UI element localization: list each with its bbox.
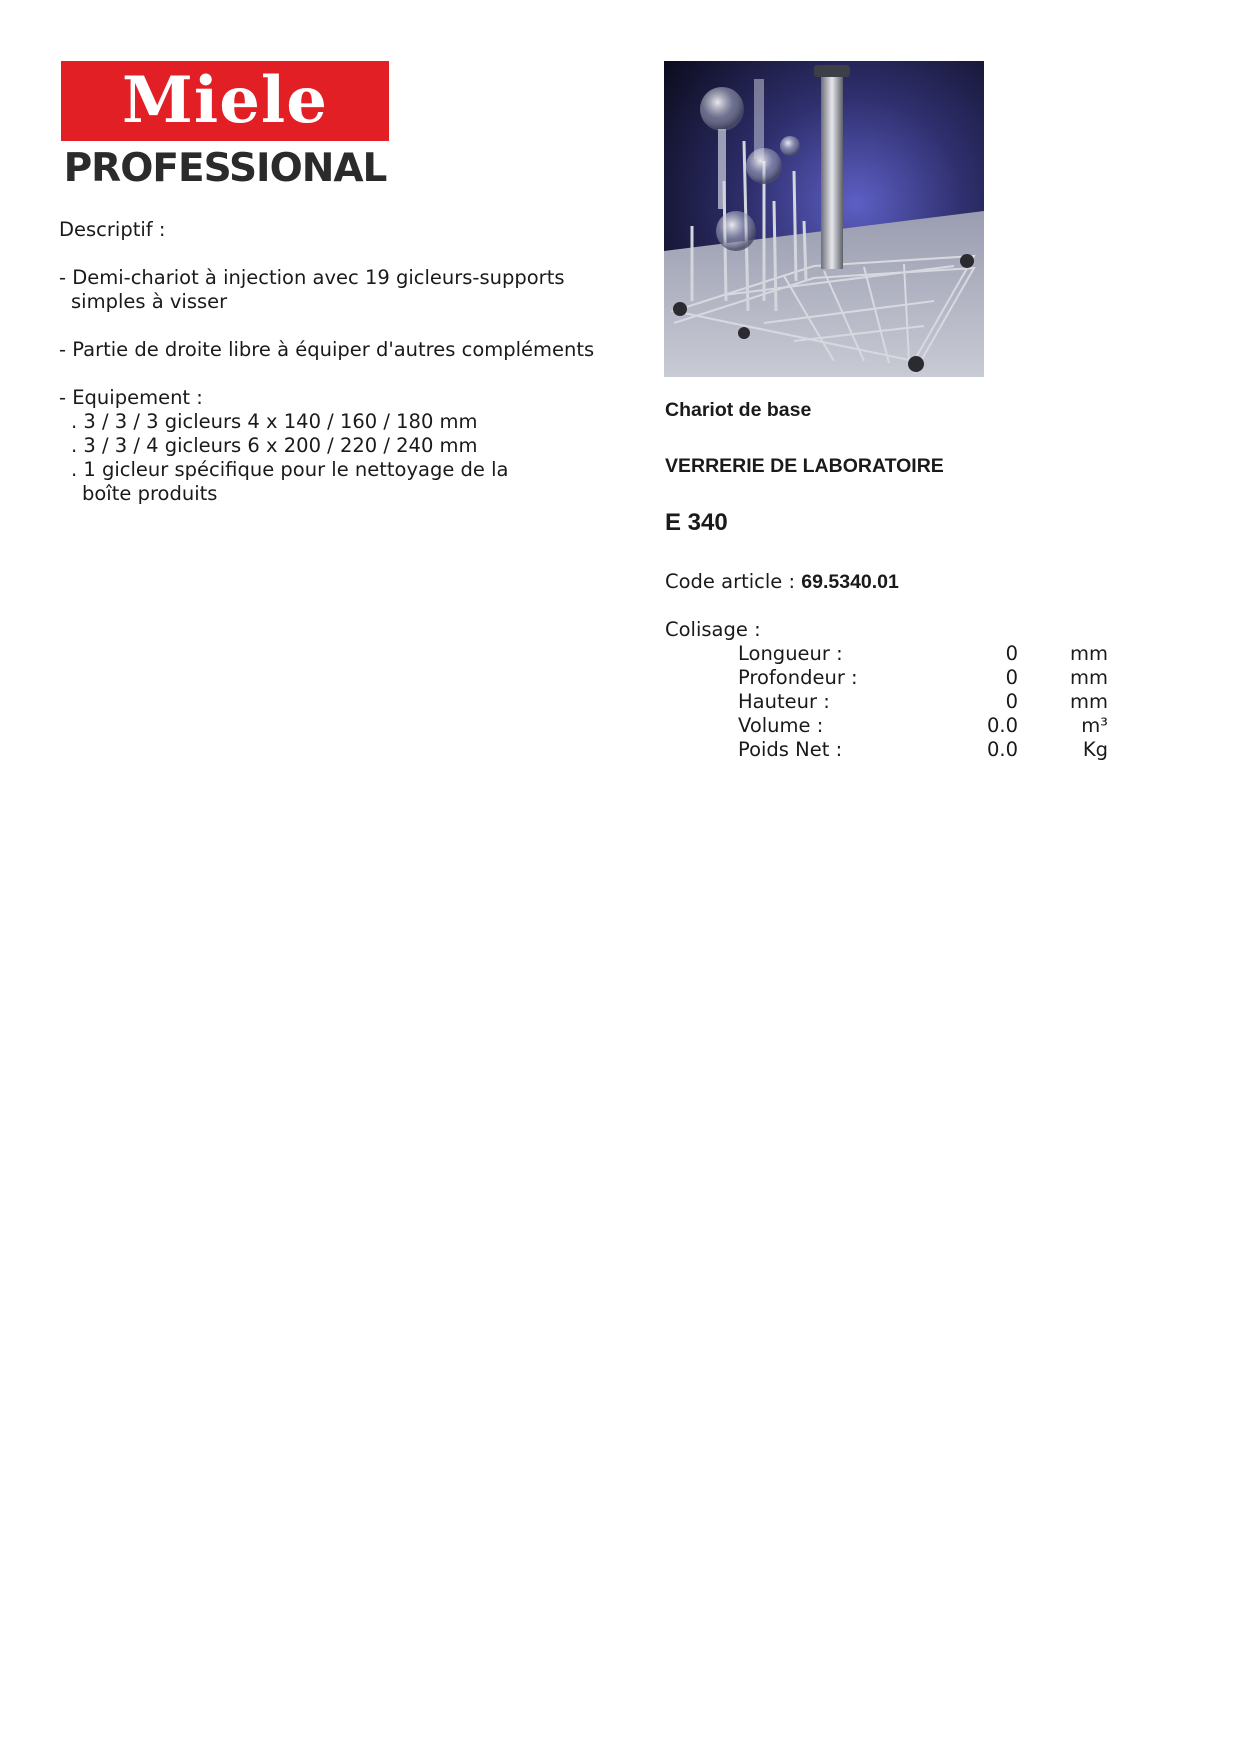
product-photo [664,61,984,377]
packaging-heading: Colisage : [665,618,761,641]
packaging-row-unit: mm [1070,666,1108,689]
description-item-3-sub-1: . 3 / 3 / 3 gicleurs 4 x 140 / 160 / 180 mm [71,410,478,433]
description-section [59,218,619,506]
packaging-row-unit: Kg [1082,738,1108,761]
product-code-label: Code article : [665,570,796,593]
packaging-row-label: Poids Net : [738,738,843,761]
packaging-row-poids-net [738,738,1110,762]
packaging-row-volume [738,714,1110,738]
description-item-3-heading: - Equipement : [59,386,203,409]
description-heading: Descriptif : [59,218,166,241]
description-item-3-sub-3-line-2: boîte produits [82,482,218,505]
description-item-1-line-1: - Demi-chariot à injection avec 19 gicleurs-supports [59,266,565,289]
product-code [665,570,899,594]
product-model: E 340 [665,509,728,536]
packaging-row-unit: mm [1070,642,1108,665]
packaging-row-longueur [738,642,1110,666]
description-item-3-sub-2: . 3 / 3 / 4 gicleurs 6 x 200 / 220 / 240 mm [71,434,478,457]
product-category: Chariot de base [665,399,812,421]
packaging-row-label: Longueur : [738,642,843,665]
miele-professional-logo [61,61,389,193]
packaging-row-value: 0.0 [986,714,1018,737]
product-family: VERRERIE DE LABORATOIRE [665,455,944,477]
packaging-row-unit: m³ [1081,714,1108,737]
description-item-1-line-2: simples à visser [71,290,228,313]
logo-brand-text: Miele [122,63,328,138]
packaging-row-profondeur [738,666,1110,690]
description-item-2: - Partie de droite libre à équiper d'autres compléments [59,338,595,361]
packaging-row-value: 0 [1005,690,1018,713]
packaging-row-value: 0 [1005,666,1018,689]
packaging-row-label: Volume : [738,714,824,737]
description-item-3-sub-3-line-1: . 1 gicleur spécifique pour le nettoyage de la [71,458,509,481]
packaging-row-unit: mm [1070,690,1108,713]
packaging-row-value: 0.0 [986,738,1018,761]
packaging-row-label: Profondeur : [738,666,858,689]
packaging-row-label: Hauteur : [738,690,830,713]
logo-subtitle: PROFESSIONAL [63,146,387,191]
packaging-row-hauteur [738,690,1110,714]
product-code-value: 69.5340.01 [801,571,899,593]
logo-brand-block [61,61,389,141]
packaging-row-value: 0 [1005,642,1018,665]
